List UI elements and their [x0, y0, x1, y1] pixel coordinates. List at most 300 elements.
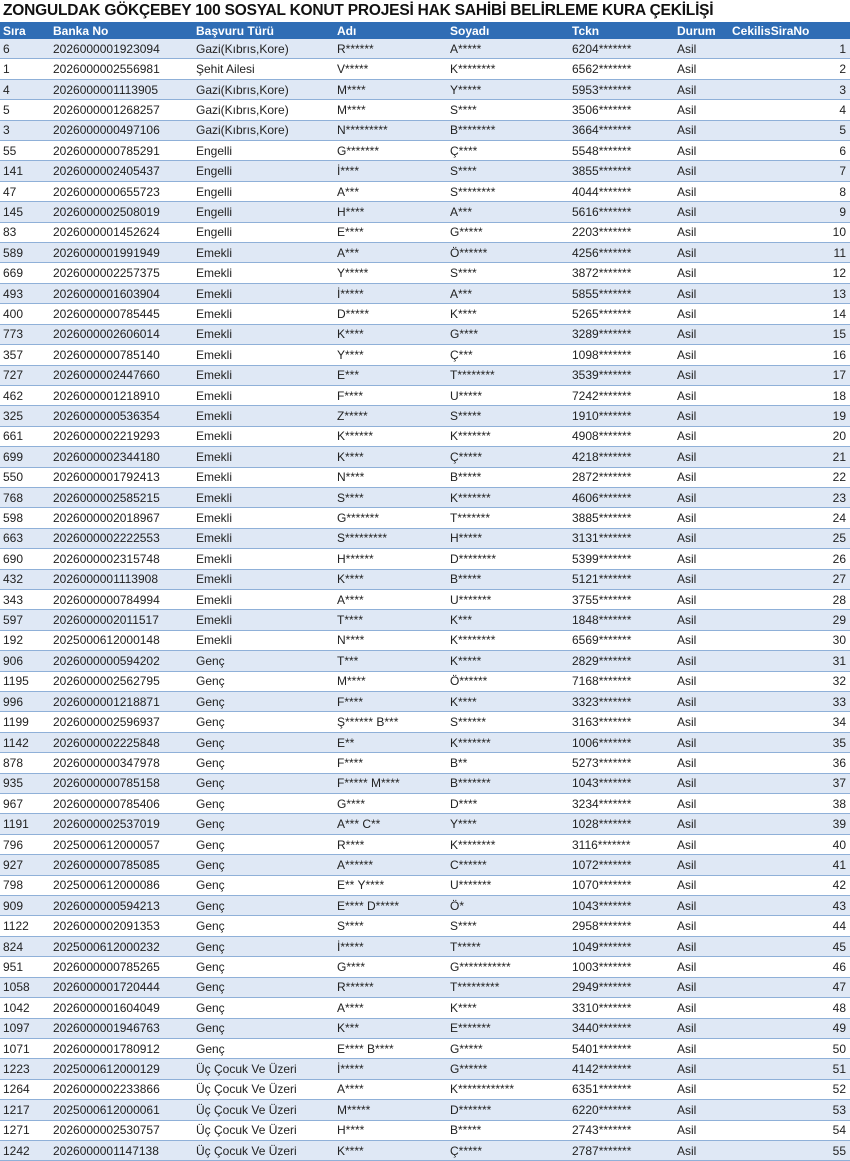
cell-tckn: 3234******* — [569, 794, 674, 814]
cell-banka-no: 2026000002537019 — [50, 814, 193, 834]
cell-sira: 1264 — [0, 1079, 50, 1099]
cell-basvuru-turu: Genç — [193, 671, 334, 691]
cell-adi: Z***** — [334, 406, 447, 426]
cell-banka-no: 2025000612000057 — [50, 834, 193, 854]
cell-sira: 699 — [0, 447, 50, 467]
cell-adi: M**** — [334, 671, 447, 691]
cell-basvuru-turu: Emekli — [193, 426, 334, 446]
cell-soyadi: U***** — [447, 385, 569, 405]
cell-durum: Asil — [674, 202, 729, 222]
cell-durum: Asil — [674, 447, 729, 467]
cell-durum: Asil — [674, 283, 729, 303]
table-row — [0, 385, 850, 405]
cell-cekilis-sira-no: 52 — [729, 1079, 850, 1099]
table-row — [0, 916, 850, 936]
cell-adi: E**** B**** — [334, 1038, 447, 1058]
cell-banka-no: 2025000612000086 — [50, 875, 193, 895]
cell-cekilis-sira-no: 2 — [729, 59, 850, 79]
cell-sira: 47 — [0, 181, 50, 201]
cell-soyadi: D******** — [447, 549, 569, 569]
cell-adi: S**** — [334, 916, 447, 936]
cell-soyadi: K**** — [447, 304, 569, 324]
cell-tckn: 3664******* — [569, 120, 674, 140]
cell-durum: Asil — [674, 630, 729, 650]
cell-adi: S**** — [334, 487, 447, 507]
cell-tckn: 1070******* — [569, 875, 674, 895]
cell-tckn: 6220******* — [569, 1100, 674, 1120]
cell-banka-no: 2026000000785406 — [50, 794, 193, 814]
cell-tckn: 3323******* — [569, 692, 674, 712]
cell-durum: Asil — [674, 671, 729, 691]
cell-tckn: 6569******* — [569, 630, 674, 650]
table-row — [0, 1100, 850, 1120]
cell-soyadi: Ö****** — [447, 671, 569, 691]
cell-banka-no: 2026000000785291 — [50, 141, 193, 161]
table-row — [0, 487, 850, 507]
cell-soyadi: T******** — [447, 365, 569, 385]
cell-tckn: 1848******* — [569, 610, 674, 630]
cell-adi: N**** — [334, 630, 447, 650]
cell-sira: 1 — [0, 59, 50, 79]
cell-basvuru-turu: Genç — [193, 651, 334, 671]
cell-cekilis-sira-no: 32 — [729, 671, 850, 691]
cell-tckn: 5121******* — [569, 569, 674, 589]
cell-sira: 493 — [0, 283, 50, 303]
cell-durum: Asil — [674, 243, 729, 263]
cell-cekilis-sira-no: 27 — [729, 569, 850, 589]
cell-cekilis-sira-no: 40 — [729, 834, 850, 854]
cell-banka-no: 2026000001218871 — [50, 692, 193, 712]
cell-tckn: 1072******* — [569, 855, 674, 875]
table-row — [0, 39, 850, 59]
cell-adi: Y***** — [334, 263, 447, 283]
cell-basvuru-turu: Şehit Ailesi — [193, 59, 334, 79]
cell-tckn: 7168******* — [569, 671, 674, 691]
cell-cekilis-sira-no: 42 — [729, 875, 850, 895]
cell-basvuru-turu: Engelli — [193, 222, 334, 242]
table-row — [0, 712, 850, 732]
table-row — [0, 447, 850, 467]
cell-banka-no: 2026000002257375 — [50, 263, 193, 283]
cell-sira: 1042 — [0, 998, 50, 1018]
cell-banka-no: 2025000612000232 — [50, 936, 193, 956]
cell-banka-no: 2026000002606014 — [50, 324, 193, 344]
cell-banka-no: 2026000002011517 — [50, 610, 193, 630]
cell-adi: S********* — [334, 528, 447, 548]
cell-basvuru-turu: Emekli — [193, 345, 334, 365]
cell-tckn: 4044******* — [569, 181, 674, 201]
cell-durum: Asil — [674, 528, 729, 548]
cell-banka-no: 2026000001452624 — [50, 222, 193, 242]
cell-soyadi: B***** — [447, 467, 569, 487]
table-row — [0, 692, 850, 712]
cell-basvuru-turu: Genç — [193, 712, 334, 732]
cell-durum: Asil — [674, 487, 729, 507]
table-row — [0, 528, 850, 548]
cell-banka-no: 2026000001603904 — [50, 283, 193, 303]
cell-sira: 1142 — [0, 732, 50, 752]
cell-tckn: 6204******* — [569, 39, 674, 59]
cell-cekilis-sira-no: 23 — [729, 487, 850, 507]
table-row — [0, 202, 850, 222]
cell-durum: Asil — [674, 508, 729, 528]
cell-tckn: 5953******* — [569, 79, 674, 99]
cell-adi: F**** — [334, 692, 447, 712]
cell-sira: 598 — [0, 508, 50, 528]
cell-cekilis-sira-no: 25 — [729, 528, 850, 548]
table-row — [0, 1059, 850, 1079]
column-header-cekilis-sira-no: CekilisSiraNo — [729, 22, 850, 39]
cell-basvuru-turu: Genç — [193, 1038, 334, 1058]
cell-soyadi: G****** — [447, 1059, 569, 1079]
table-row — [0, 59, 850, 79]
cell-banka-no: 2026000000785445 — [50, 304, 193, 324]
table-row — [0, 406, 850, 426]
cell-cekilis-sira-no: 49 — [729, 1018, 850, 1038]
cell-tckn: 2958******* — [569, 916, 674, 936]
cell-sira: 727 — [0, 365, 50, 385]
cell-durum: Asil — [674, 1059, 729, 1079]
cell-cekilis-sira-no: 13 — [729, 283, 850, 303]
cell-adi: E**** — [334, 222, 447, 242]
cell-sira: 690 — [0, 549, 50, 569]
cell-sira: 1195 — [0, 671, 50, 691]
cell-basvuru-turu: Emekli — [193, 304, 334, 324]
cell-cekilis-sira-no: 47 — [729, 977, 850, 997]
cell-cekilis-sira-no: 31 — [729, 651, 850, 671]
cell-sira: 1223 — [0, 1059, 50, 1079]
cell-cekilis-sira-no: 24 — [729, 508, 850, 528]
cell-tckn: 3289******* — [569, 324, 674, 344]
cell-banka-no: 2026000002596937 — [50, 712, 193, 732]
cell-banka-no: 2026000000785085 — [50, 855, 193, 875]
cell-soyadi: Ö* — [447, 896, 569, 916]
cell-soyadi: S**** — [447, 916, 569, 936]
cell-banka-no: 2026000002233866 — [50, 1079, 193, 1099]
cell-soyadi: U******* — [447, 589, 569, 609]
table-row — [0, 671, 850, 691]
cell-durum: Asil — [674, 365, 729, 385]
cell-soyadi: G***** — [447, 222, 569, 242]
table-row — [0, 1079, 850, 1099]
cell-basvuru-turu: Emekli — [193, 630, 334, 650]
cell-soyadi: T******* — [447, 508, 569, 528]
cell-durum: Asil — [674, 834, 729, 854]
cell-adi: İ***** — [334, 936, 447, 956]
cell-durum: Asil — [674, 814, 729, 834]
cell-tckn: 5616******* — [569, 202, 674, 222]
cell-durum: Asil — [674, 385, 729, 405]
cell-durum: Asil — [674, 181, 729, 201]
cell-cekilis-sira-no: 41 — [729, 855, 850, 875]
cell-tckn: 3872******* — [569, 263, 674, 283]
cell-basvuru-turu: Emekli — [193, 447, 334, 467]
cell-adi: İ**** — [334, 161, 447, 181]
cell-tckn: 1043******* — [569, 773, 674, 793]
cell-cekilis-sira-no: 19 — [729, 406, 850, 426]
cell-tckn: 5273******* — [569, 753, 674, 773]
table-row — [0, 855, 850, 875]
cell-banka-no: 2026000000785265 — [50, 957, 193, 977]
cell-cekilis-sira-no: 43 — [729, 896, 850, 916]
cell-basvuru-turu: Genç — [193, 692, 334, 712]
table-row — [0, 79, 850, 99]
cell-sira: 1071 — [0, 1038, 50, 1058]
cell-sira: 589 — [0, 243, 50, 263]
cell-basvuru-turu: Engelli — [193, 181, 334, 201]
cell-soyadi: K***** — [447, 651, 569, 671]
cell-cekilis-sira-no: 38 — [729, 794, 850, 814]
cell-soyadi: Ç***** — [447, 447, 569, 467]
cell-soyadi: G***** — [447, 1038, 569, 1058]
cell-tckn: 4142******* — [569, 1059, 674, 1079]
column-header-banka-no: Banka No — [50, 22, 193, 39]
cell-soyadi: S***** — [447, 406, 569, 426]
cell-sira: 141 — [0, 161, 50, 181]
cell-durum: Asil — [674, 753, 729, 773]
cell-sira: 661 — [0, 426, 50, 446]
table-row — [0, 875, 850, 895]
cell-tckn: 5855******* — [569, 283, 674, 303]
cell-cekilis-sira-no: 22 — [729, 467, 850, 487]
cell-cekilis-sira-no: 51 — [729, 1059, 850, 1079]
cell-sira: 1122 — [0, 916, 50, 936]
cell-adi: N********* — [334, 120, 447, 140]
column-header-durum: Durum — [674, 22, 729, 39]
cell-tckn: 4256******* — [569, 243, 674, 263]
cell-cekilis-sira-no: 4 — [729, 100, 850, 120]
cell-cekilis-sira-no: 54 — [729, 1120, 850, 1140]
cell-soyadi: T***** — [447, 936, 569, 956]
cell-sira: 768 — [0, 487, 50, 507]
cell-sira: 325 — [0, 406, 50, 426]
cell-banka-no: 2026000002222553 — [50, 528, 193, 548]
cell-durum: Asil — [674, 467, 729, 487]
table-row — [0, 120, 850, 140]
cell-sira: 1242 — [0, 1140, 50, 1160]
cell-adi: A**** — [334, 998, 447, 1018]
cell-durum: Asil — [674, 79, 729, 99]
cell-adi: A**** — [334, 1079, 447, 1099]
cell-sira: 192 — [0, 630, 50, 650]
lottery-results-table — [0, 22, 850, 1161]
cell-banka-no: 2026000002315748 — [50, 549, 193, 569]
cell-soyadi: B******* — [447, 773, 569, 793]
cell-sira: 1217 — [0, 1100, 50, 1120]
cell-banka-no: 2026000001720444 — [50, 977, 193, 997]
cell-sira: 5 — [0, 100, 50, 120]
cell-tckn: 2872******* — [569, 467, 674, 487]
table-row — [0, 794, 850, 814]
cell-durum: Asil — [674, 304, 729, 324]
cell-sira: 935 — [0, 773, 50, 793]
cell-sira: 663 — [0, 528, 50, 548]
cell-basvuru-turu: Genç — [193, 732, 334, 752]
cell-durum: Asil — [674, 324, 729, 344]
cell-soyadi: B******** — [447, 120, 569, 140]
cell-durum: Asil — [674, 1079, 729, 1099]
cell-banka-no: 2026000002018967 — [50, 508, 193, 528]
table-row — [0, 651, 850, 671]
cell-banka-no: 2026000000536354 — [50, 406, 193, 426]
cell-banka-no: 2026000000785140 — [50, 345, 193, 365]
cell-tckn: 1006******* — [569, 732, 674, 752]
table-row — [0, 1018, 850, 1038]
cell-cekilis-sira-no: 1 — [729, 39, 850, 59]
cell-cekilis-sira-no: 46 — [729, 957, 850, 977]
table-row — [0, 569, 850, 589]
cell-soyadi: S****** — [447, 712, 569, 732]
cell-cekilis-sira-no: 30 — [729, 630, 850, 650]
cell-tckn: 3506******* — [569, 100, 674, 120]
cell-adi: A*** — [334, 243, 447, 263]
cell-soyadi: K******** — [447, 630, 569, 650]
table-row — [0, 222, 850, 242]
cell-banka-no: 2025000612000061 — [50, 1100, 193, 1120]
cell-tckn: 3116******* — [569, 834, 674, 854]
cell-banka-no: 2026000002508019 — [50, 202, 193, 222]
cell-adi: F**** — [334, 385, 447, 405]
table-row — [0, 834, 850, 854]
cell-cekilis-sira-no: 9 — [729, 202, 850, 222]
cell-banka-no: 2026000001946763 — [50, 1018, 193, 1038]
cell-cekilis-sira-no: 35 — [729, 732, 850, 752]
cell-sira: 357 — [0, 345, 50, 365]
cell-sira: 4 — [0, 79, 50, 99]
cell-sira: 909 — [0, 896, 50, 916]
cell-sira: 432 — [0, 569, 50, 589]
cell-adi: G******* — [334, 141, 447, 161]
cell-durum: Asil — [674, 773, 729, 793]
table-row — [0, 304, 850, 324]
cell-durum: Asil — [674, 120, 729, 140]
cell-sira: 3 — [0, 120, 50, 140]
column-header-basvuru-turu: Başvuru Türü — [193, 22, 334, 39]
cell-basvuru-turu: Üç Çocuk Ve Üzeri — [193, 1100, 334, 1120]
cell-tckn: 5399******* — [569, 549, 674, 569]
cell-basvuru-turu: Genç — [193, 875, 334, 895]
cell-basvuru-turu: Genç — [193, 957, 334, 977]
cell-tckn: 5265******* — [569, 304, 674, 324]
cell-banka-no: 2026000001991949 — [50, 243, 193, 263]
cell-soyadi: K**** — [447, 998, 569, 1018]
cell-durum: Asil — [674, 549, 729, 569]
cell-soyadi: A*** — [447, 202, 569, 222]
cell-durum: Asil — [674, 712, 729, 732]
cell-durum: Asil — [674, 610, 729, 630]
cell-basvuru-turu: Genç — [193, 936, 334, 956]
cell-adi: E** Y**** — [334, 875, 447, 895]
cell-banka-no: 2026000002091353 — [50, 916, 193, 936]
cell-durum: Asil — [674, 1140, 729, 1160]
cell-basvuru-turu: Emekli — [193, 365, 334, 385]
cell-sira: 55 — [0, 141, 50, 161]
table-row — [0, 467, 850, 487]
cell-sira: 145 — [0, 202, 50, 222]
cell-soyadi: K******* — [447, 732, 569, 752]
cell-durum: Asil — [674, 59, 729, 79]
cell-basvuru-turu: Genç — [193, 855, 334, 875]
cell-cekilis-sira-no: 16 — [729, 345, 850, 365]
cell-soyadi: K******** — [447, 834, 569, 854]
cell-basvuru-turu: Genç — [193, 794, 334, 814]
cell-basvuru-turu: Gazi(Kıbrıs,Kore) — [193, 79, 334, 99]
cell-banka-no: 2026000000594202 — [50, 651, 193, 671]
cell-durum: Asil — [674, 855, 729, 875]
cell-soyadi: G*********** — [447, 957, 569, 977]
cell-cekilis-sira-no: 34 — [729, 712, 850, 732]
cell-banka-no: 2026000001147138 — [50, 1140, 193, 1160]
cell-basvuru-turu: Emekli — [193, 589, 334, 609]
cell-durum: Asil — [674, 936, 729, 956]
cell-adi: E**** D***** — [334, 896, 447, 916]
cell-tckn: 1049******* — [569, 936, 674, 956]
cell-tckn: 5548******* — [569, 141, 674, 161]
cell-sira: 550 — [0, 467, 50, 487]
cell-durum: Asil — [674, 141, 729, 161]
cell-banka-no: 2026000001923094 — [50, 39, 193, 59]
cell-banka-no: 2026000000347978 — [50, 753, 193, 773]
cell-adi: K**** — [334, 1140, 447, 1160]
cell-soyadi: Y***** — [447, 79, 569, 99]
cell-adi: K*** — [334, 1018, 447, 1038]
cell-sira: 83 — [0, 222, 50, 242]
cell-basvuru-turu: Genç — [193, 814, 334, 834]
cell-sira: 773 — [0, 324, 50, 344]
cell-sira: 1058 — [0, 977, 50, 997]
cell-adi: H**** — [334, 202, 447, 222]
cell-adi: E** — [334, 732, 447, 752]
cell-soyadi: H***** — [447, 528, 569, 548]
cell-soyadi: C****** — [447, 855, 569, 875]
table-row — [0, 1120, 850, 1140]
cell-cekilis-sira-no: 15 — [729, 324, 850, 344]
table-row — [0, 753, 850, 773]
cell-basvuru-turu: Engelli — [193, 141, 334, 161]
cell-durum: Asil — [674, 263, 729, 283]
table-row — [0, 345, 850, 365]
cell-tckn: 6562******* — [569, 59, 674, 79]
cell-adi: Y**** — [334, 345, 447, 365]
cell-banka-no: 2026000001218910 — [50, 385, 193, 405]
table-row — [0, 1140, 850, 1160]
table-row — [0, 263, 850, 283]
cell-sira: 1271 — [0, 1120, 50, 1140]
cell-adi: K**** — [334, 324, 447, 344]
cell-cekilis-sira-no: 18 — [729, 385, 850, 405]
cell-soyadi: U******* — [447, 875, 569, 895]
cell-basvuru-turu: Üç Çocuk Ve Üzeri — [193, 1140, 334, 1160]
cell-tckn: 3440******* — [569, 1018, 674, 1038]
cell-cekilis-sira-no: 10 — [729, 222, 850, 242]
cell-adi: V***** — [334, 59, 447, 79]
cell-tckn: 1043******* — [569, 896, 674, 916]
cell-adi: G**** — [334, 957, 447, 977]
cell-basvuru-turu: Üç Çocuk Ve Üzeri — [193, 1079, 334, 1099]
cell-cekilis-sira-no: 48 — [729, 998, 850, 1018]
table-row — [0, 896, 850, 916]
cell-durum: Asil — [674, 692, 729, 712]
cell-basvuru-turu: Gazi(Kıbrıs,Kore) — [193, 39, 334, 59]
cell-durum: Asil — [674, 222, 729, 242]
cell-durum: Asil — [674, 998, 729, 1018]
cell-durum: Asil — [674, 39, 729, 59]
cell-durum: Asil — [674, 794, 729, 814]
cell-basvuru-turu: Üç Çocuk Ve Üzeri — [193, 1059, 334, 1079]
table-row — [0, 610, 850, 630]
cell-sira: 400 — [0, 304, 50, 324]
cell-sira: 824 — [0, 936, 50, 956]
